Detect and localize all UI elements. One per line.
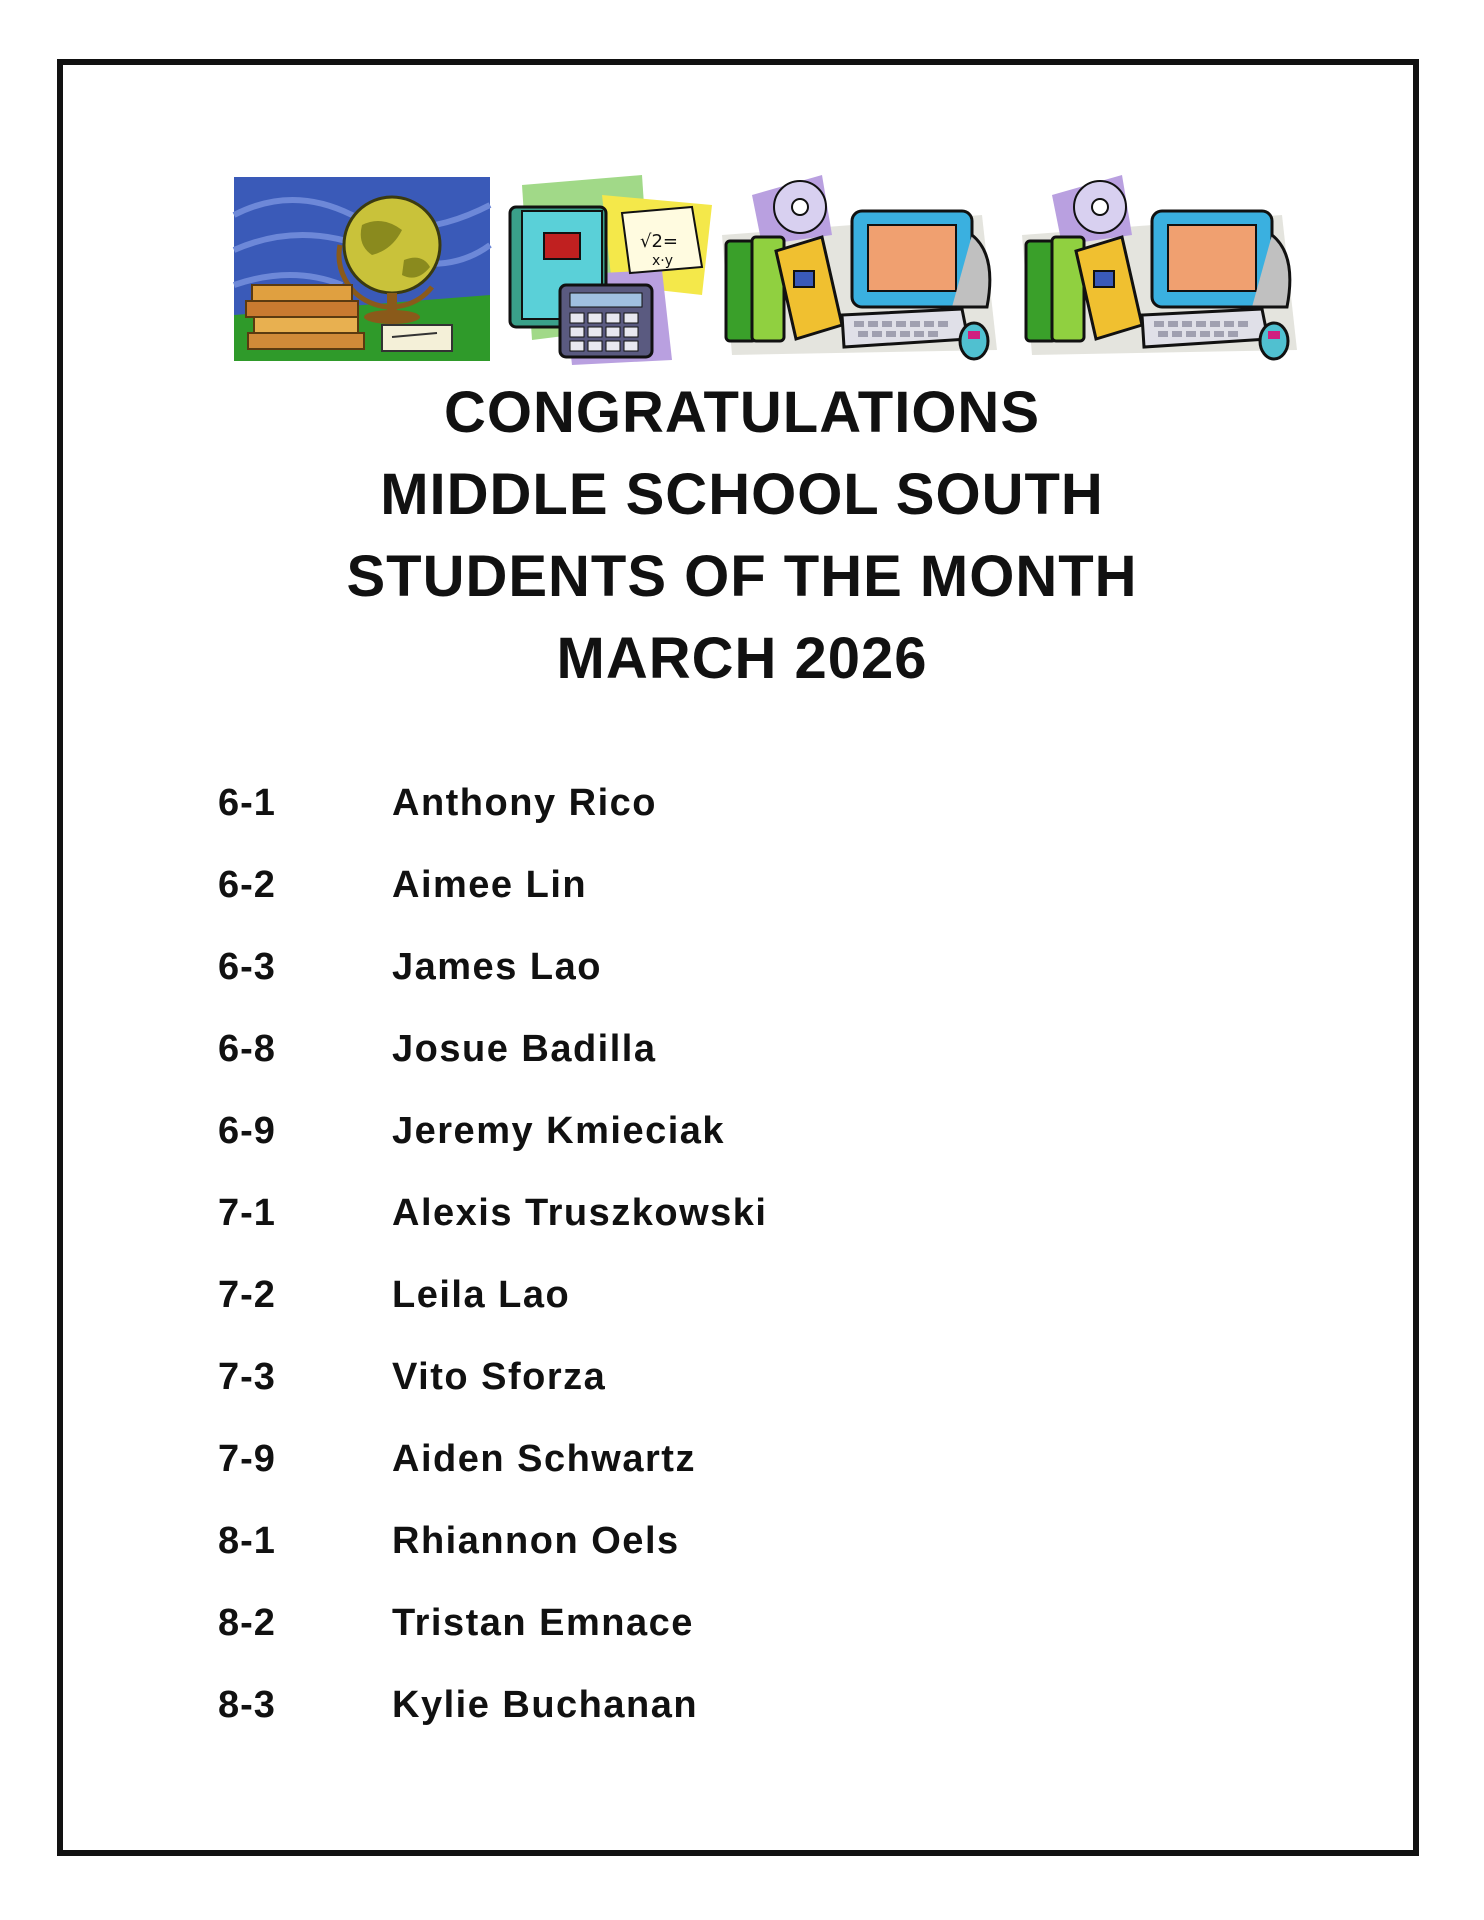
list-item bbox=[218, 1516, 1118, 1598]
homeroom-label: 8-3 bbox=[218, 1684, 276, 1726]
list-item bbox=[218, 1270, 1118, 1352]
student-name: Aiden Schwartz bbox=[392, 1438, 696, 1480]
globe-books-icon bbox=[232, 175, 494, 365]
student-name: James Lao bbox=[392, 946, 602, 988]
list-item bbox=[218, 1188, 1118, 1270]
student-name: Jeremy Kmieciak bbox=[392, 1110, 726, 1152]
clipart-banner bbox=[232, 175, 1302, 370]
title-award: STUDENTS OF THE MONTH bbox=[346, 544, 1138, 609]
svg-text:x·y: x·y bbox=[652, 253, 674, 269]
student-name: Rhiannon Oels bbox=[392, 1520, 680, 1562]
list-item bbox=[218, 1106, 1118, 1188]
homeroom-label: 7-9 bbox=[218, 1438, 276, 1480]
homeroom-label: 6-1 bbox=[218, 782, 276, 824]
list-item bbox=[218, 1024, 1118, 1106]
homeroom-label: 6-8 bbox=[218, 1028, 276, 1070]
homeroom-label: 7-1 bbox=[218, 1192, 276, 1234]
student-name: Anthony Rico bbox=[392, 782, 657, 824]
list-item bbox=[218, 1352, 1118, 1434]
book-calculator-notepad-icon bbox=[502, 175, 717, 365]
svg-text:√2=: √2= bbox=[640, 231, 679, 252]
homeroom-label: 8-1 bbox=[218, 1520, 276, 1562]
computer-books-cd-icon bbox=[712, 175, 1007, 365]
homeroom-label: 8-2 bbox=[218, 1602, 276, 1644]
student-list bbox=[218, 778, 1118, 1762]
list-item bbox=[218, 860, 1118, 942]
computer-books-cd-icon bbox=[1012, 175, 1307, 365]
student-name: Josue Badilla bbox=[392, 1028, 657, 1070]
homeroom-label: 6-2 bbox=[218, 864, 276, 906]
homeroom-label: 6-9 bbox=[218, 1110, 276, 1152]
homeroom-label: 7-2 bbox=[218, 1274, 276, 1316]
homeroom-label: 6-3 bbox=[218, 946, 276, 988]
student-name: Tristan Emnace bbox=[392, 1602, 694, 1644]
homeroom-label: 7-3 bbox=[218, 1356, 276, 1398]
student-name: Aimee Lin bbox=[392, 864, 588, 906]
list-item bbox=[218, 1598, 1118, 1680]
student-name: Vito Sforza bbox=[392, 1356, 607, 1398]
list-item bbox=[218, 942, 1118, 1024]
title-school-name: MIDDLE SCHOOL SOUTH bbox=[380, 462, 1104, 527]
student-name: Leila Lao bbox=[392, 1274, 571, 1316]
title-block bbox=[0, 372, 1484, 700]
title-month: MARCH 2026 bbox=[556, 626, 928, 691]
student-name: Alexis Truszkowski bbox=[392, 1192, 768, 1234]
list-item bbox=[218, 778, 1118, 860]
list-item bbox=[218, 1680, 1118, 1762]
student-name: Kylie Buchanan bbox=[392, 1684, 699, 1726]
title-congratulations: CONGRATULATIONS bbox=[443, 380, 1041, 445]
list-item bbox=[218, 1434, 1118, 1516]
